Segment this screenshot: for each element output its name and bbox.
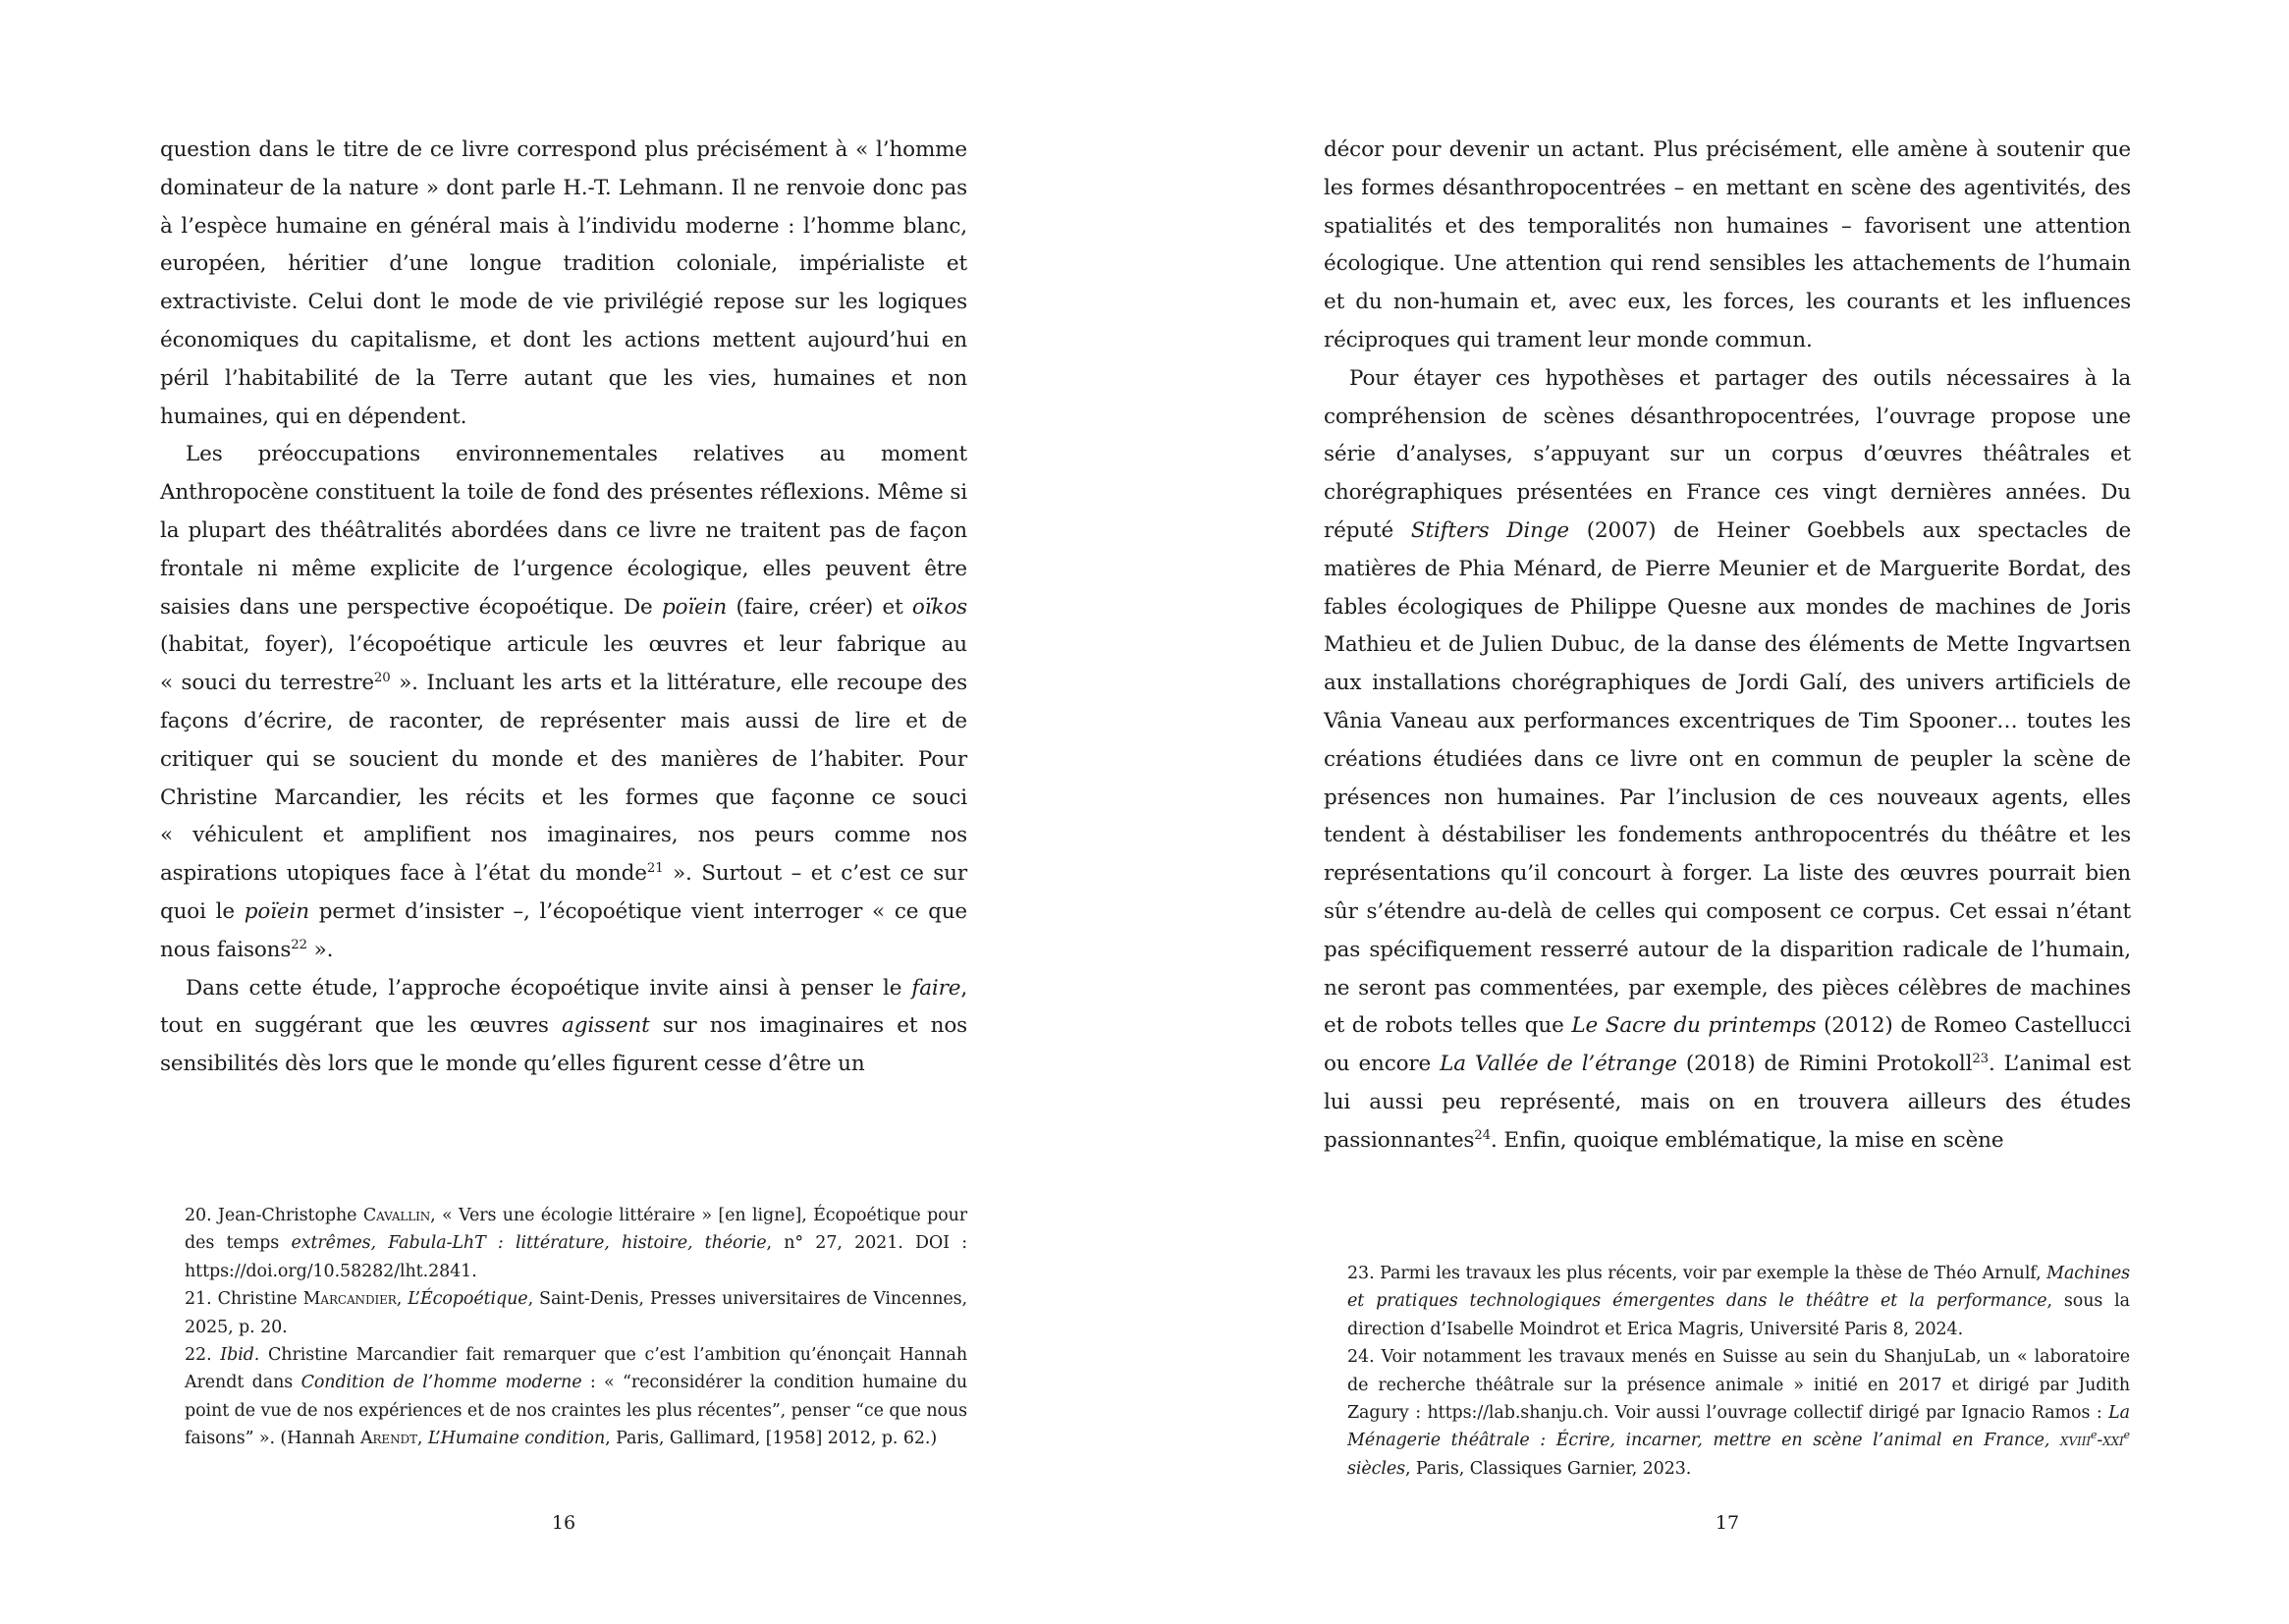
page-right-footnotes bbox=[1347, 1260, 2130, 1483]
footnote: 20. Jean-Christophe Cavallin, « Vers une écologie littéraire » [en ligne], Écopoétique pour des temps extrêmes, Fabula-LhT : littérature, histoire, théorie, n° 27, 2021. DOI : https://doi.org/10.58282/lht.2841. bbox=[185, 1206, 968, 1281]
page-left-number: 16 bbox=[551, 1512, 576, 1534]
page-right-number: 17 bbox=[1715, 1512, 1740, 1534]
page-right-body-text bbox=[1324, 132, 2131, 1161]
paragraph: Pour étayer ces hypothèses et partager des outils nécessaires à la compréhension de scènes désanthropocentrées, l’ouvrage propose une série d’analyses, s’appuyant sur un corpus d’œuvres théâtrales et chorégraphiques présentées en France ces vingt dernières années. Du réputé Stifters Dinge (2007) de Heiner Goebbels aux spectacles de matières de Phia Ménard, de Pierre Meunier et de Marguerite Bordat, des fables écologiques de Philippe Quesne aux mondes de machines de Joris Mathieu et de Julien Dubuc, de la danse des éléments de Mette Ingvartsen aux installations chorégraphiques de Jordi Galí, des univers artificiels de Vânia Vaneau aux performances excentriques de Tim Spooner… toutes les créations étudiées dans ce livre ont en commun de peupler la scène de présences non humaines. Par l’inclusion de ces nouveaux agents, elles tendent à déstabiliser les fondements anthropocentrés du théâtre et les représentations qu’il concourt à forger. La liste des œuvres pourrait bien sûr s’étendre au-delà de celles qui composent ce corpus. Cet essai n’étant pas spécifiquement resserré autour de la disparition radicale de l’humain, ne seront pas commentées, par exemple, des pièces célèbres de machines et de robots telles que Le Sacre du printemps (2012) de Romeo Castellucci ou encore La Vallée de l’étrange (2018) de Rimini Protokoll$^{23}$. L’animal est lui aussi peu représenté, mais on en trouvera ailleurs des études passionnantes$^{24}$. Enfin, quoique emblématique, la mise en scène bbox=[1324, 365, 2132, 1153]
footnote: 21. Christine Marcandier, L’Écopoétique, Saint-Denis, Presses universitaires de Vincennes, 2025, p. 20. bbox=[185, 1289, 967, 1337]
paragraph: question dans le titre de ce livre correspond plus précisément à « l’homme dominateur de la nature » dont parle H.-T. Lehmann. Il ne renvoie donc pas à l’espèce humaine en général mais à l’individu moderne : l’homme blanc, européen, héritier d’une longue tradition coloniale, impérialiste et extractiviste. Celui dont le mode de vie privilégié repose sur les logiques économiques du capitalisme, et dont les actions mettent aujourd’hui en péril l’habitabilité de la Terre autant que les vies, humaines et non humaines, qui en dépendent. bbox=[160, 137, 967, 429]
paragraph: Dans cette étude, l’approche écopoétique invite ainsi à penser le faire, tout en suggérant que les œuvres agissent sur nos imaginaires et nos sensibilités dès lors que le monde qu’elles figurent cesse d’être un bbox=[160, 975, 967, 1077]
paragraph: décor pour devenir un actant. Plus précisément, elle amène à soutenir que les formes désanthropocentrées – en mettant en scène des agentivités, des spatialités et des temporalités non humaines – favorisent une attention écologique. Une attention qui rend sensibles les attachements de l’humain et du non-humain et, avec eux, les forces, les courants et les influences réciproques qui trament leur monde commun. bbox=[1324, 137, 2131, 352]
page-left-body-text bbox=[160, 132, 967, 1084]
footnote: 23. Parmi les travaux les plus récents, voir par exemple la thèse de Théo Arnulf, Machines et pratiques technologiques émergentes dans le théâtre et la performance, sous la direction d’Isabelle Moindrot et Erica Magris, Université Paris 8, 2024. bbox=[1347, 1264, 2130, 1339]
page-left-footnotes bbox=[185, 1202, 967, 1453]
footnote: 24. Voir notamment les travaux menés en Suisse au sein du ShanjuLab, un « laboratoire de recherche théâtrale sur la présence animale » initié en 2017 et dirigé par Judith Zagury : https://lab.shanju.ch. Voir aussi l’ouvrage collectif dirigé par Ignacio Ramos : La Ménagerie théâtrale : Écrire, incarner, mettre en scène l’animal en France, xviii$^e$-xxi$^e$ siècles, Paris, Classiques Garnier, 2023. bbox=[1347, 1347, 2130, 1479]
footnote: 22. Ibid. Christine Marcandier fait remarquer que c’est l’ambition qu’énonçait Hannah Arendt dans Condition de l’homme moderne : « “reconsidérer la condition humaine du point de vue de nos expériences et de nos craintes les plus récentes”, penser “ce que nous faisons” ». (Hannah Arendt, L’Humaine condition, Paris, Gallimard, [1958] 2012, p. 62.) bbox=[185, 1345, 967, 1449]
paragraph: Les préoccupations environnementales relatives au moment Anthropocène constituent la toile de fond des présentes réflexions. Même si la plupart des théâtralités abordées dans ce livre ne traitent pas de façon frontale ni même explicite de l’urgence écologique, elles peuvent être saisies dans une perspective écopoétique. De poïein (faire, créer) et oïkos (habitat, foyer), l’écopoétique articule les œuvres et leur fabrique au « souci du terrestre$^{20}$ ». Incluant les arts et la littérature, elle recoupe des façons d’écrire, de raconter, de représenter mais aussi de lire et de critiquer qui se soucient du monde et des manières de l’habiter. Pour Christine Marcandier, les récits et les formes que façonne ce souci « véhiculent et amplifient nos imaginaires, nos peurs comme nos aspirations utopiques face à l’état du monde$^{21}$ ». Surtout – et c’est ce sur quoi le poïein permet d’insister –, l’écopoétique vient interroger « ce que nous faisons$^{22}$ ». bbox=[160, 442, 968, 962]
